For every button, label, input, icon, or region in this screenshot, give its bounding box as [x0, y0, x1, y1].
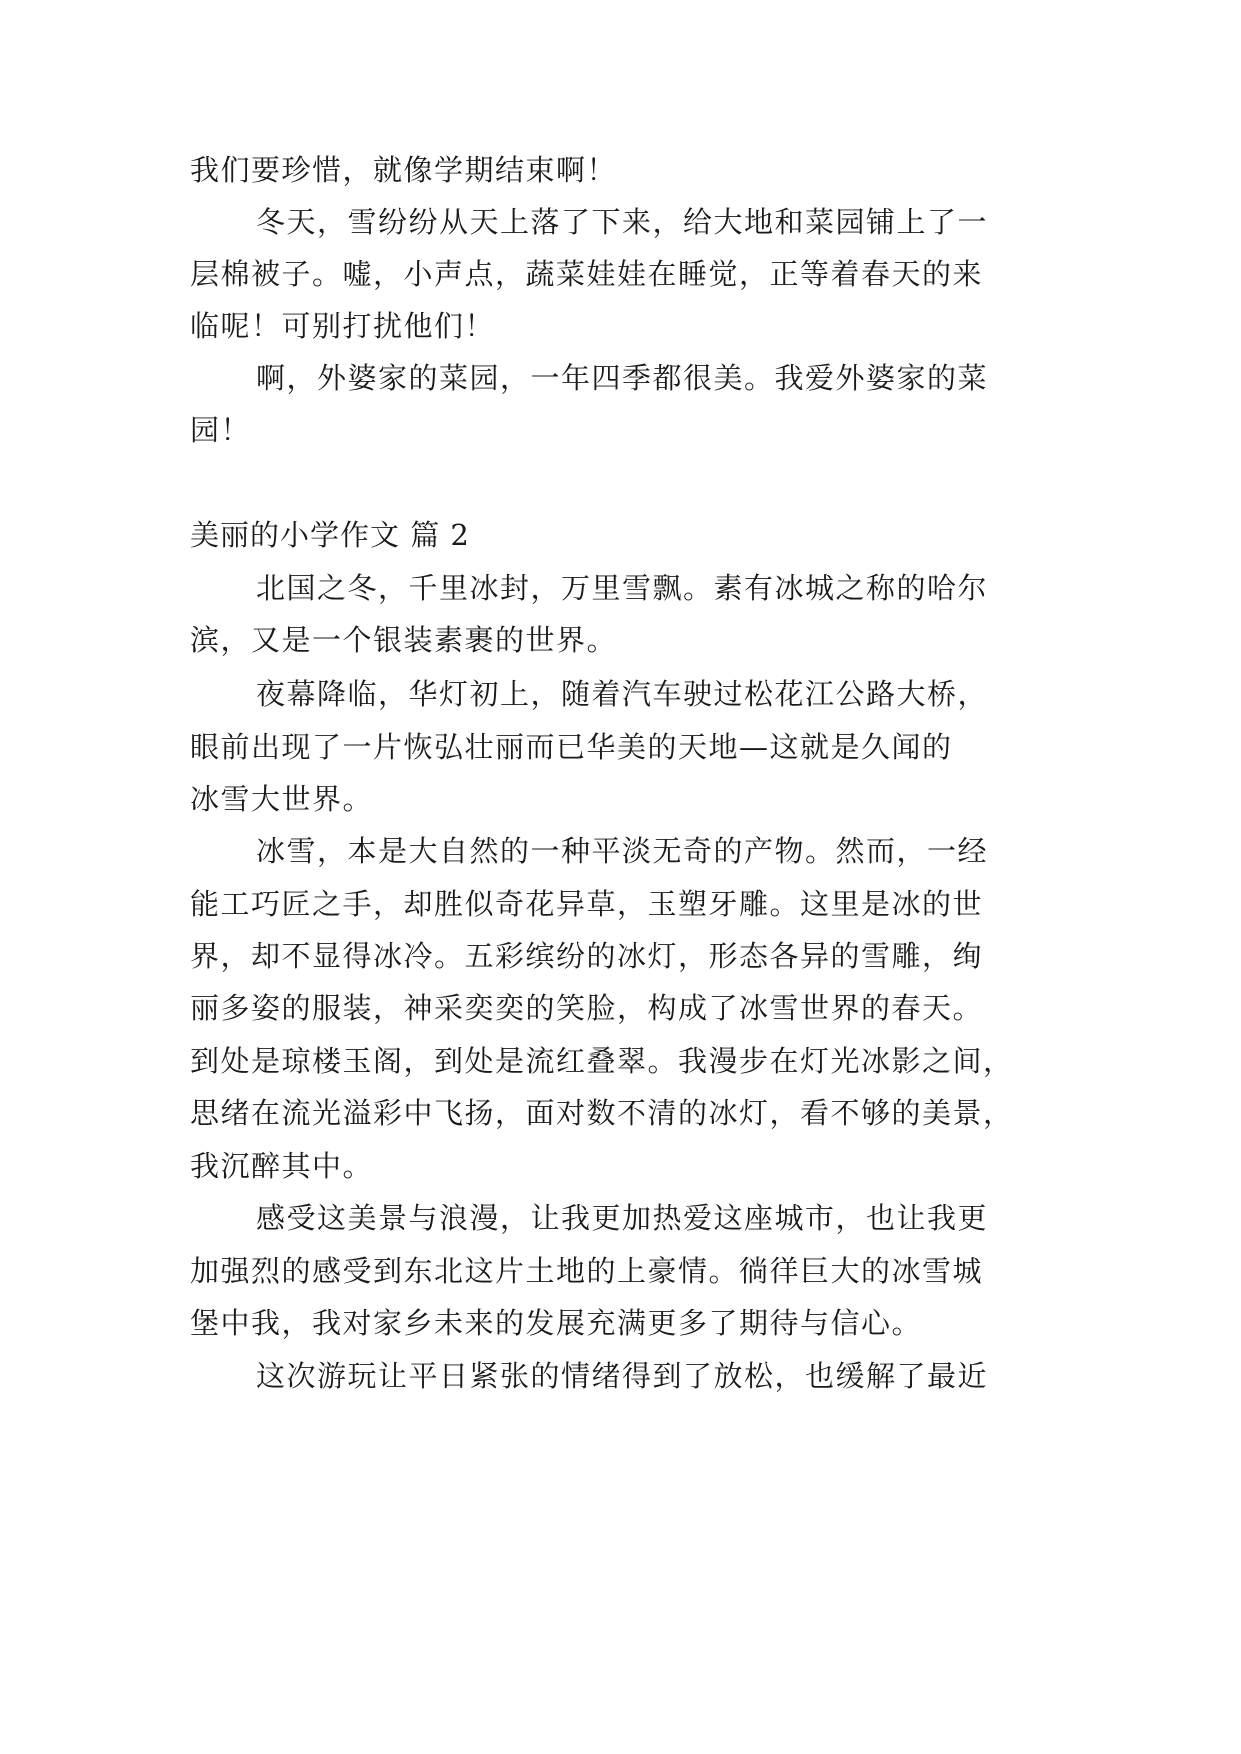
paragraph-line: 加强烈的感受到东北这片土地的上豪情。徜徉巨大的冰雪城 — [190, 1254, 984, 1288]
paragraph-line: 滨，又是一个银装素裹的世界。 — [190, 623, 618, 657]
paragraph-line: 眼前出现了一片恢弘壮丽而已华美的天地—这就是久闻的 — [190, 730, 953, 764]
paragraph-line: 冬天，雪纷纷从天上落了下来，给大地和菜园铺上了一 — [256, 205, 989, 239]
paragraph-line: 感受这美景与浪漫，让我更加热爱这座城市，也让我更 — [256, 1201, 989, 1235]
paragraph-line: 临呢！可别打扰他们！ — [190, 309, 496, 343]
paragraph-line: 园！ — [190, 413, 252, 447]
paragraph-line: 层棉被子。嘘，小声点，蔬菜娃娃在睡觉，正等着春天的来 — [190, 257, 984, 291]
paragraph-line: 冰雪大世界。 — [190, 782, 374, 816]
paragraph-line: 堡中我，我对家乡未来的发展充满更多了期待与信心。 — [190, 1306, 923, 1340]
paragraph-line: 能工巧匠之手，却胜似奇花异草，玉塑牙雕。这里是冰的世 — [190, 887, 984, 921]
paragraph-line: 这次游玩让平日紧张的情绪得到了放松，也缓解了最近 — [256, 1359, 989, 1393]
paragraph-line: 我沉醉其中。 — [190, 1149, 374, 1183]
paragraph-line: 丽多姿的服装，神采奕奕的笑脸，构成了冰雪世界的春天。 — [190, 991, 984, 1025]
paragraph-line: 界，却不显得冰冷。五彩缤纷的冰灯，形态各异的雪雕，绚 — [190, 939, 984, 973]
paragraph-line: 夜幕降临，华灯初上，随着汽车驶过松花江公路大桥， — [256, 677, 989, 711]
paragraph-line: 啊，外婆家的菜园，一年四季都很美。我爱外婆家的菜 — [256, 361, 989, 395]
section-title: 美丽的小学作文 篇 2 — [190, 518, 470, 552]
paragraph-line: 我们要珍惜，就像学期结束啊！ — [190, 153, 618, 187]
paragraph-line: 到处是琼楼玉阁，到处是流红叠翠。我漫步在灯光冰影之间， — [190, 1044, 1014, 1078]
paragraph-line: 北国之冬，千里冰封，万里雪飘。素有冰城之称的哈尔 — [256, 571, 989, 605]
paragraph-line: 思绪在流光溢彩中飞扬，面对数不清的冰灯，看不够的美景， — [190, 1096, 1014, 1130]
paragraph-line: 冰雪，本是大自然的一种平淡无奇的产物。然而，一经 — [256, 834, 989, 868]
